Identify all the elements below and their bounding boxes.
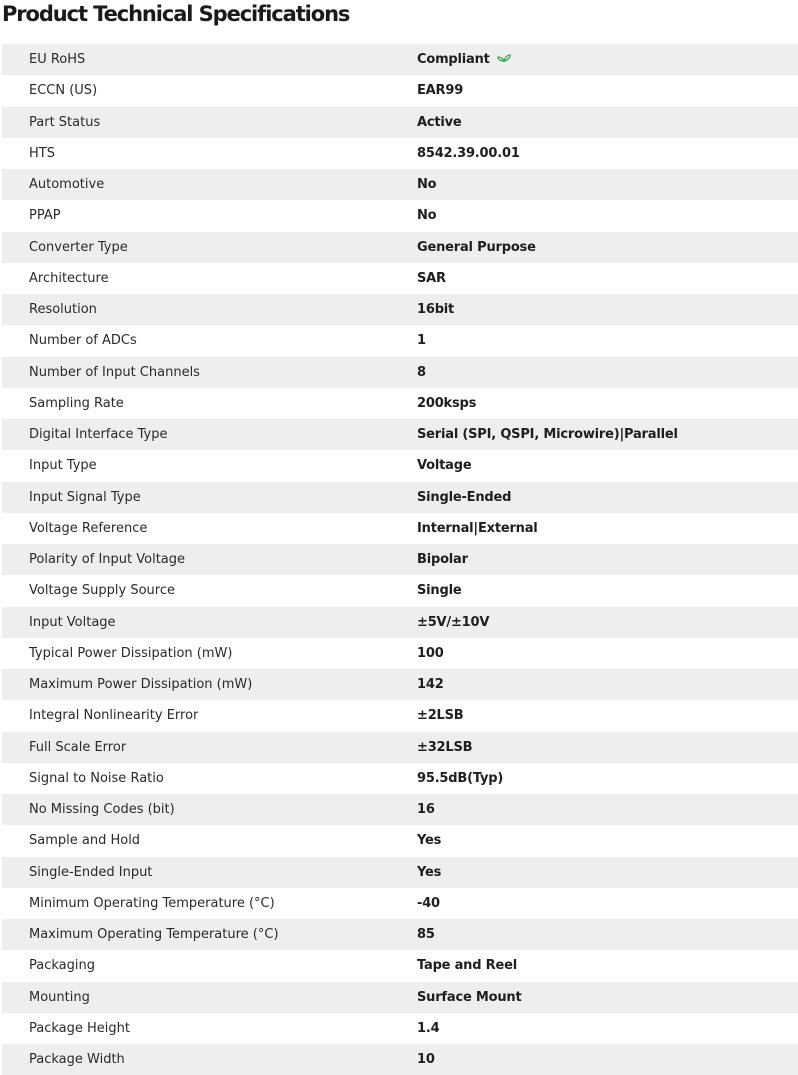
spec-value-cell — [417, 763, 798, 794]
spec-name: Packaging — [2, 950, 417, 981]
spec-row — [2, 982, 798, 1013]
spec-value: 200ksps — [417, 395, 477, 411]
spec-value-cell — [417, 200, 798, 231]
specifications-table — [2, 44, 798, 1075]
spec-name: HTS — [2, 138, 417, 169]
spec-row — [2, 482, 798, 513]
spec-value: 85 — [417, 927, 435, 943]
spec-row — [2, 513, 798, 544]
spec-name: Integral Nonlinearity Error — [2, 700, 417, 731]
spec-value: -40 — [417, 895, 440, 911]
spec-value: 1 — [417, 333, 426, 349]
spec-value-cell — [417, 982, 798, 1013]
spec-value: 16bit — [417, 302, 455, 318]
spec-value: 8542.39.00.01 — [417, 145, 520, 161]
spec-row — [2, 263, 798, 294]
spec-row — [2, 294, 798, 325]
spec-value-cell — [417, 544, 798, 575]
page-title: Product Technical Specifications — [2, 2, 350, 26]
spec-value-cell — [417, 232, 798, 263]
spec-row — [2, 1044, 798, 1075]
spec-value-cell — [417, 357, 798, 388]
spec-row — [2, 200, 798, 231]
spec-name: Input Voltage — [2, 607, 417, 638]
spec-row — [2, 700, 798, 731]
spec-name: Voltage Reference — [2, 513, 417, 544]
spec-value: Single-Ended — [417, 489, 512, 505]
spec-row — [2, 107, 798, 138]
spec-row — [2, 919, 798, 950]
spec-value: No — [417, 208, 437, 224]
spec-value-cell — [417, 888, 798, 919]
spec-name: Maximum Power Dissipation (mW) — [2, 669, 417, 700]
spec-value: Internal|External — [417, 520, 538, 536]
spec-row — [2, 75, 798, 106]
spec-value-cell — [417, 138, 798, 169]
spec-row — [2, 763, 798, 794]
spec-row — [2, 544, 798, 575]
spec-row — [2, 325, 798, 356]
spec-row — [2, 607, 798, 638]
spec-name: No Missing Codes (bit) — [2, 794, 417, 825]
spec-value-cell — [417, 325, 798, 356]
spec-name: Input Type — [2, 450, 417, 481]
spec-value: Yes — [417, 833, 442, 849]
spec-name: Full Scale Error — [2, 732, 417, 763]
spec-value-cell — [417, 1044, 798, 1075]
spec-value-cell — [417, 575, 798, 606]
spec-name: Sample and Hold — [2, 825, 417, 856]
spec-value: Compliant — [417, 52, 490, 68]
spec-value-cell — [417, 1013, 798, 1044]
spec-name: Sampling Rate — [2, 388, 417, 419]
spec-value: Voltage — [417, 458, 472, 474]
spec-value: 10 — [417, 1052, 435, 1068]
spec-row — [2, 450, 798, 481]
spec-value-cell — [417, 794, 798, 825]
spec-value: Tape and Reel — [417, 958, 517, 974]
spec-name: Package Width — [2, 1044, 417, 1075]
spec-value: ±5V/±10V — [417, 614, 490, 630]
spec-value-cell — [417, 513, 798, 544]
spec-name: Number of ADCs — [2, 325, 417, 356]
spec-row — [2, 669, 798, 700]
spec-value-cell — [417, 919, 798, 950]
spec-name: Maximum Operating Temperature (°C) — [2, 919, 417, 950]
spec-name: Polarity of Input Voltage — [2, 544, 417, 575]
spec-value-cell — [417, 294, 798, 325]
spec-value-cell — [417, 263, 798, 294]
spec-name: ECCN (US) — [2, 75, 417, 106]
spec-value: Serial (SPI, QSPI, Microwire)|Parallel — [417, 427, 678, 443]
spec-value-cell — [417, 44, 798, 75]
spec-name: Single-Ended Input — [2, 857, 417, 888]
spec-row — [2, 138, 798, 169]
spec-value: Bipolar — [417, 552, 468, 568]
spec-row — [2, 575, 798, 606]
spec-value-cell — [417, 388, 798, 419]
spec-row — [2, 388, 798, 419]
spec-name: Part Status — [2, 107, 417, 138]
spec-name: Number of Input Channels — [2, 357, 417, 388]
spec-value: 16 — [417, 802, 435, 818]
spec-value: No — [417, 177, 437, 193]
spec-name: Signal to Noise Ratio — [2, 763, 417, 794]
spec-value-cell — [417, 700, 798, 731]
spec-row — [2, 44, 798, 75]
spec-name: Input Signal Type — [2, 482, 417, 513]
spec-value: 142 — [417, 677, 444, 693]
spec-value: 100 — [417, 645, 444, 661]
spec-name: PPAP — [2, 200, 417, 231]
spec-value: 8 — [417, 364, 426, 380]
spec-value-cell — [417, 732, 798, 763]
spec-row — [2, 1013, 798, 1044]
spec-value: Active — [417, 114, 462, 130]
spec-value-cell — [417, 607, 798, 638]
spec-row — [2, 232, 798, 263]
spec-value-cell — [417, 169, 798, 200]
spec-name: Architecture — [2, 263, 417, 294]
leaf-icon — [497, 51, 511, 67]
spec-row — [2, 950, 798, 981]
spec-row — [2, 825, 798, 856]
spec-row — [2, 169, 798, 200]
spec-name: Mounting — [2, 982, 417, 1013]
spec-value: Single — [417, 583, 462, 599]
spec-value: ±32LSB — [417, 739, 473, 755]
spec-value: 95.5dB(Typ) — [417, 770, 504, 786]
spec-value-cell — [417, 107, 798, 138]
specifications-table-body — [2, 44, 798, 1075]
spec-row — [2, 638, 798, 669]
spec-value: 1.4 — [417, 1020, 440, 1036]
spec-row — [2, 857, 798, 888]
spec-name: Typical Power Dissipation (mW) — [2, 638, 417, 669]
spec-value-cell — [417, 857, 798, 888]
spec-name: Voltage Supply Source — [2, 575, 417, 606]
spec-name: Digital Interface Type — [2, 419, 417, 450]
spec-value-cell — [417, 669, 798, 700]
spec-value: SAR — [417, 270, 446, 286]
spec-row — [2, 888, 798, 919]
spec-value: Yes — [417, 864, 442, 880]
spec-value-cell — [417, 950, 798, 981]
spec-value: General Purpose — [417, 239, 536, 255]
spec-value-cell — [417, 450, 798, 481]
spec-name: Resolution — [2, 294, 417, 325]
spec-row — [2, 732, 798, 763]
spec-value: EAR99 — [417, 83, 464, 99]
spec-value-cell — [417, 638, 798, 669]
spec-value-cell — [417, 419, 798, 450]
spec-row — [2, 357, 798, 388]
spec-value: Surface Mount — [417, 989, 522, 1005]
spec-name: EU RoHS — [2, 44, 417, 75]
spec-row — [2, 794, 798, 825]
spec-value: ±2LSB — [417, 708, 464, 724]
spec-value-cell — [417, 75, 798, 106]
spec-value-cell — [417, 482, 798, 513]
spec-name: Minimum Operating Temperature (°C) — [2, 888, 417, 919]
spec-name: Converter Type — [2, 232, 417, 263]
spec-name: Automotive — [2, 169, 417, 200]
spec-value-cell — [417, 825, 798, 856]
spec-name: Package Height — [2, 1013, 417, 1044]
spec-row — [2, 419, 798, 450]
